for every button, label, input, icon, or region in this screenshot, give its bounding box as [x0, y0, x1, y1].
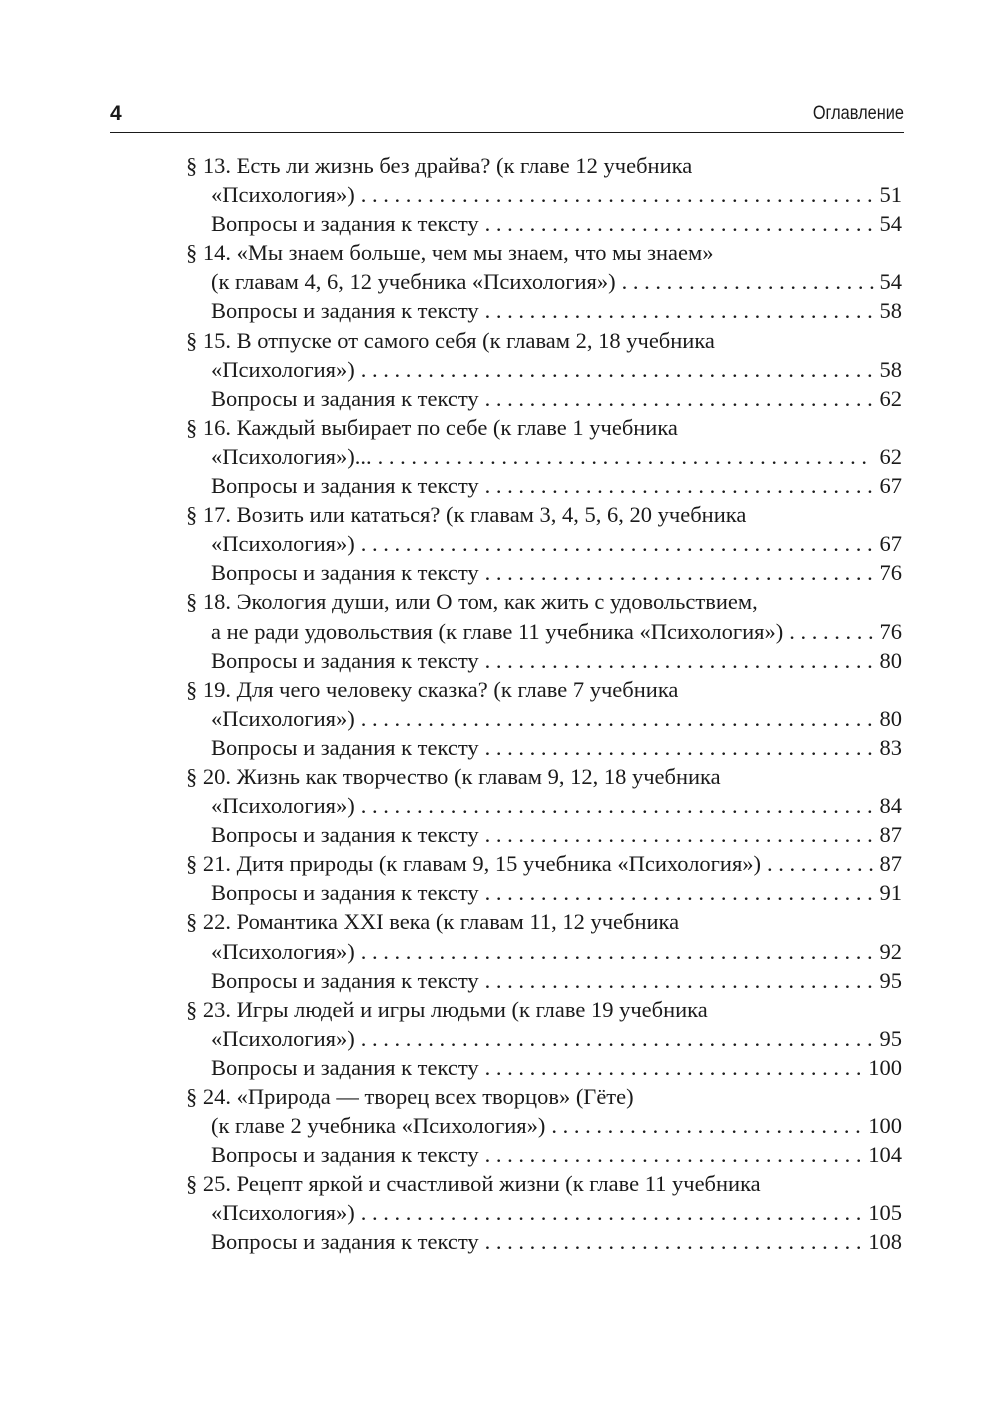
dot-leader — [355, 937, 874, 966]
toc-entry-text: (к главам 4, 6, 12 учебника «Психология») — [211, 269, 616, 295]
toc-questions-21[interactable] — [186, 878, 902, 907]
toc-page-number: 80 — [879, 647, 902, 673]
toc-entry-text: § 21. Дитя природы (к главам 9, 15 учебника «Психология») — [186, 851, 762, 877]
dot-leader — [545, 1111, 862, 1140]
toc-page-number: 58 — [879, 298, 902, 324]
toc-questions-17[interactable] — [186, 558, 902, 587]
toc-questions-24[interactable] — [186, 1140, 902, 1169]
toc-entry-text: «Психология») — [211, 705, 355, 731]
toc-page-number: 108 — [868, 1229, 902, 1255]
dot-leader — [616, 267, 874, 296]
dot-leader — [355, 180, 874, 209]
toc-page-number: 84 — [879, 793, 902, 819]
dot-leader — [355, 791, 874, 820]
toc-questions-16[interactable] — [186, 471, 902, 500]
toc-page-number: 62 — [879, 443, 902, 469]
toc-questions-14[interactable] — [186, 296, 902, 325]
dot-leader — [479, 1227, 863, 1256]
dot-leader — [783, 617, 873, 646]
toc-heading-18: § 18. Экология души, или О том, как жить с удовольствием, — [186, 589, 758, 615]
toc-entry-text: Вопросы и задания к тексту — [211, 211, 479, 237]
toc-page-number: 87 — [879, 851, 902, 877]
toc-questions-19[interactable] — [186, 733, 902, 762]
running-head — [110, 98, 904, 133]
toc-entry-text: Вопросы и задания к тексту — [211, 734, 479, 760]
toc-heading-14: § 14. «Мы знаем больше, чем мы знаем, что мы знаем» — [186, 240, 714, 266]
toc-questions-15[interactable] — [186, 384, 902, 413]
toc-entry-text: Вопросы и задания к тексту — [211, 647, 479, 673]
toc-heading-15: § 15. В отпуске от самого себя (к главам 2, 18 учебника — [186, 327, 715, 353]
toc-page-number: 76 — [879, 560, 902, 586]
toc-entry-text: Вопросы и задания к тексту — [211, 385, 479, 411]
toc-page-number: 83 — [879, 734, 902, 760]
toc-entry-text: (к главе 2 учебника «Психология») — [211, 1113, 546, 1139]
toc-questions-22[interactable] — [186, 966, 902, 995]
dot-leader — [479, 820, 874, 849]
dot-leader — [479, 296, 874, 325]
toc-page-number: 51 — [879, 182, 902, 208]
section-title: Оглавление — [812, 103, 904, 124]
toc-heading-20: § 20. Жизнь как творчество (к главам 9, 12, 18 учебника — [186, 763, 721, 789]
dot-leader — [479, 209, 874, 238]
toc-heading-19: § 19. Для чего человеку сказка? (к главе 7 учебника — [186, 676, 679, 702]
dot-leader — [479, 1140, 863, 1169]
toc-entry-text: Вопросы и задания к тексту — [211, 1229, 479, 1255]
toc-page-number: 105 — [868, 1200, 902, 1226]
dot-leader — [479, 384, 874, 413]
toc-entry-13[interactable] — [186, 180, 902, 209]
toc-page-number: 92 — [879, 938, 902, 964]
toc-entry-text: «Психология»)... — [211, 443, 372, 469]
toc-heading-16: § 16. Каждый выбирает по себе (к главе 1 учебника — [186, 414, 678, 440]
dot-leader — [372, 442, 874, 471]
toc-entry-text: Вопросы и задания к тексту — [211, 473, 479, 499]
toc-page-number: 67 — [879, 531, 902, 557]
dot-leader — [479, 558, 874, 587]
toc-entry-text: «Психология») — [211, 1025, 355, 1051]
dot-leader — [355, 1024, 874, 1053]
toc-heading-25: § 25. Рецепт яркой и счастливой жизни (к главе 11 учебника — [186, 1171, 761, 1197]
toc-entry-text: Вопросы и задания к тексту — [211, 560, 479, 586]
toc-page-number: 95 — [879, 967, 902, 993]
toc-page-number: 104 — [868, 1142, 902, 1168]
toc-heading-24: § 24. «Природа — творец всех творцов» (Гёте) — [186, 1084, 634, 1109]
toc-heading-13: § 13. Есть ли жизнь без драйва? (к главе 12 учебника — [186, 153, 693, 178]
toc-entry-text: Вопросы и задания к тексту — [211, 1054, 479, 1080]
toc-entry-text: «Психология») — [211, 1200, 355, 1226]
dot-leader — [479, 733, 874, 762]
toc-entry-text: «Психология») — [211, 182, 355, 208]
dot-leader — [355, 529, 874, 558]
dot-leader — [355, 355, 874, 384]
dot-leader — [479, 1053, 863, 1082]
toc-entry-text: Вопросы и задания к тексту — [211, 967, 479, 993]
toc-entry-text: «Психология») — [211, 938, 355, 964]
toc-entry-text: «Психология») — [211, 793, 355, 819]
toc-entry-22[interactable] — [186, 937, 902, 966]
toc-entry-text: Вопросы и задания к тексту — [211, 1142, 479, 1168]
toc-entry-text: «Психология») — [211, 531, 355, 557]
toc-entry-17[interactable] — [186, 529, 902, 558]
dot-leader — [479, 646, 874, 675]
toc-entry-text: «Психология») — [211, 356, 355, 382]
toc-entry-24[interactable] — [186, 1111, 902, 1140]
toc-entry-text: Вопросы и задания к тексту — [211, 822, 479, 848]
dot-leader — [761, 849, 873, 878]
toc-page-number: 67 — [879, 473, 902, 499]
toc-page-number: 95 — [879, 1025, 902, 1051]
table-of-contents — [186, 151, 902, 1257]
dot-leader — [479, 878, 874, 907]
toc-heading-22: § 22. Романтика XXI века (к главам 11, 12 учебника — [186, 909, 680, 935]
toc-entry-21[interactable] — [186, 849, 902, 878]
toc-entry-19[interactable] — [186, 704, 902, 733]
toc-page-number: 100 — [868, 1113, 902, 1139]
toc-heading-17: § 17. Возить или кататься? (к главам 3, 4, 5, 6, 20 учебника — [186, 502, 747, 528]
dot-leader — [479, 966, 874, 995]
toc-entry-25[interactable] — [186, 1198, 902, 1227]
toc-entry-text: а не ради удовольствия (к главе 11 учебника «Психология») — [211, 618, 784, 644]
toc-page-number: 91 — [879, 880, 902, 906]
toc-page-number: 100 — [868, 1054, 902, 1080]
toc-questions-25[interactable] — [186, 1227, 902, 1256]
dot-leader — [479, 471, 874, 500]
toc-entry-15[interactable] — [186, 355, 902, 384]
toc-page-number: 58 — [879, 356, 902, 382]
toc-entry-20[interactable] — [186, 791, 902, 820]
toc-questions-20[interactable] — [186, 820, 902, 849]
toc-questions-18[interactable] — [186, 646, 902, 675]
toc-page-number: 54 — [879, 269, 902, 295]
toc-page-number: 54 — [879, 211, 902, 237]
toc-page-number: 62 — [879, 385, 902, 411]
toc-questions-13[interactable] — [186, 209, 902, 238]
page-number: 4 — [110, 102, 122, 125]
toc-heading-23: § 23. Игры людей и игры людьми (к главе 19 учебника — [186, 996, 708, 1022]
dot-leader — [355, 704, 874, 733]
toc-page-number: 76 — [879, 618, 902, 644]
toc-page-number: 87 — [879, 822, 902, 848]
toc-entry-16[interactable] — [186, 442, 902, 471]
toc-page-number: 80 — [879, 705, 902, 731]
toc-entry-text: Вопросы и задания к тексту — [211, 880, 479, 906]
toc-entry-18[interactable] — [186, 617, 902, 646]
toc-questions-23[interactable] — [186, 1053, 902, 1082]
dot-leader — [355, 1198, 863, 1227]
toc-entry-text: Вопросы и задания к тексту — [211, 298, 479, 324]
toc-entry-14[interactable] — [186, 267, 902, 296]
toc-entry-23[interactable] — [186, 1024, 902, 1053]
